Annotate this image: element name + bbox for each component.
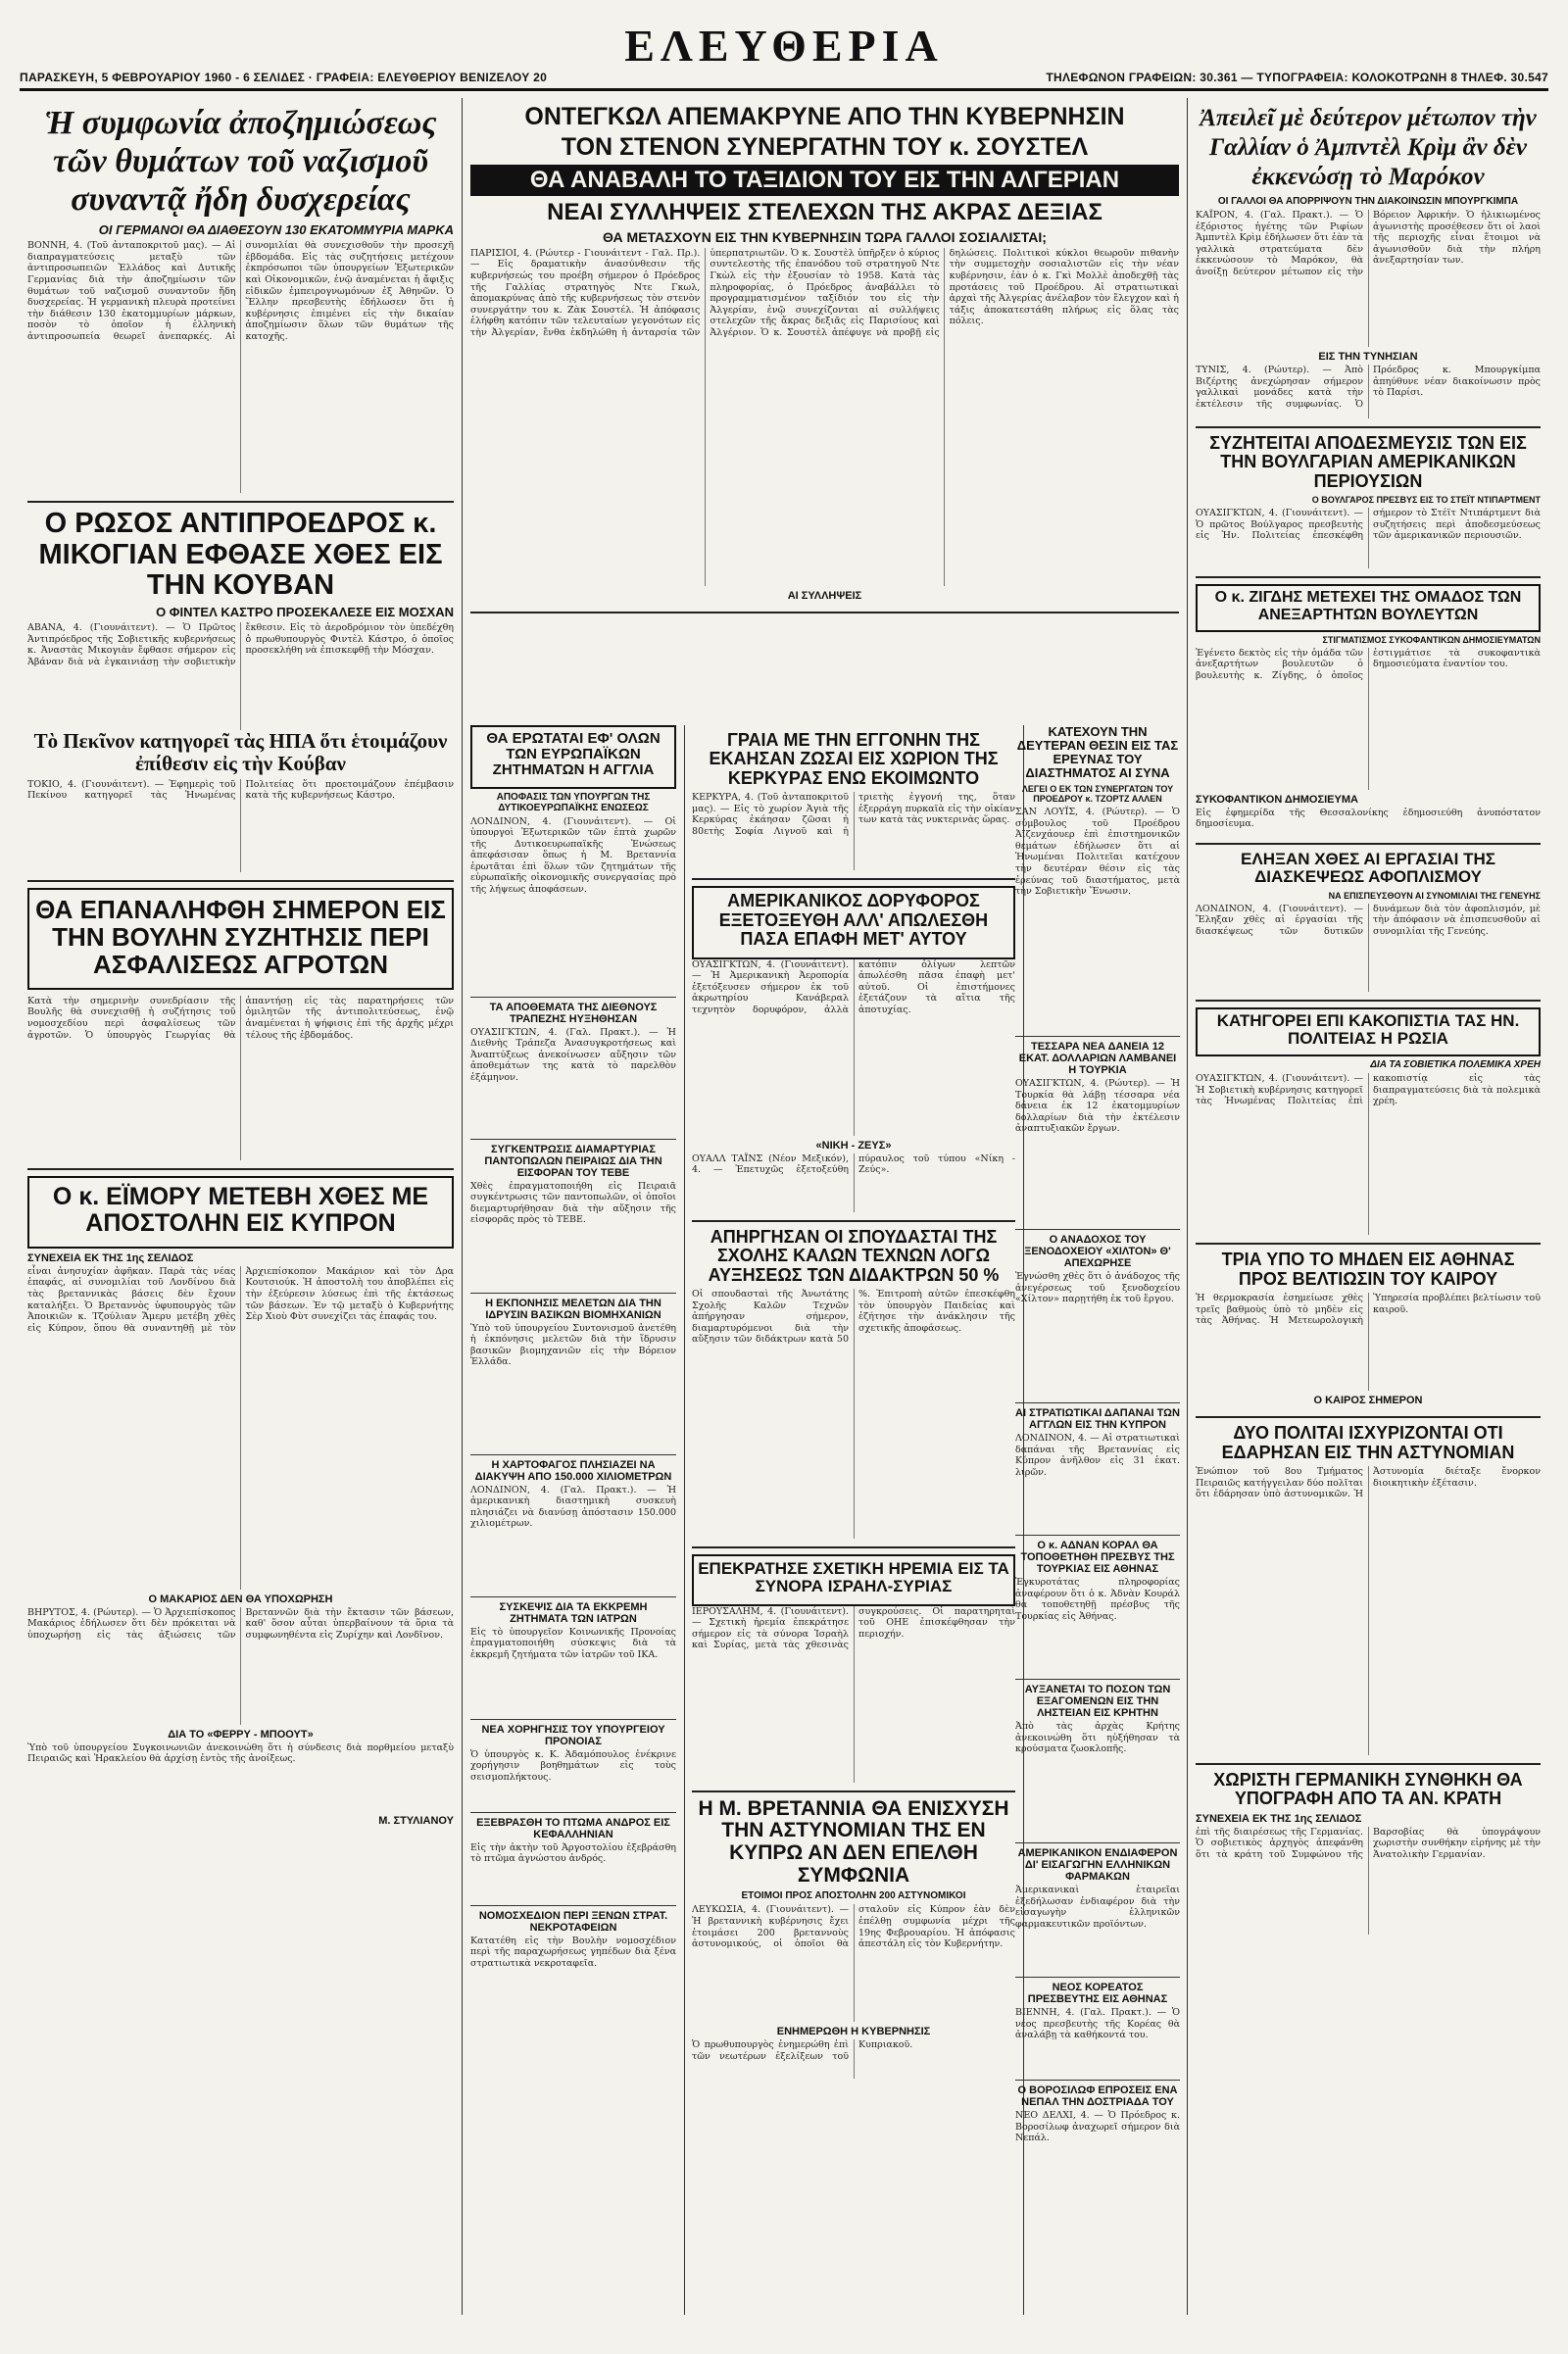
headline-mikoyan: Ο ΡΩΣΟΣ ΑΝΤΙΠΡΟΕΔΡΟΣ κ. ΜΙΚΟΓΙΑΝ ΕΦΘΑΣΕ ΧΘΕΣ ΕΙΣ ΤΗΝ ΚΟΥΒΑΝ (38, 508, 443, 601)
headline-bulgaria-assets: ΣΥΖΗΤΕΙΤΑΙ ΑΠΟΔΕΣΜΕΥΣΙΣ ΤΩΝ ΕΙΣ ΤΗΝ ΒΟΥΛΓΑΡΙΑΝ ΑΜΕΡΙΚΑΝΙΚΩΝ ΠΕΡΙΟΥΣΙΩΝ (1209, 433, 1527, 491)
box-farmers (27, 888, 454, 990)
headline-probe: Η ΧΑΡΤΟΦΑΓΟΣ ΠΛΗΣΙΑΖΕΙ ΝΑ ΔΙΑΚΥΨΗ ΑΠΟ 150.000 ΧΙΛΙΟΜΕΤΡΩΝ (474, 1458, 672, 1483)
headline-korean-ambassador: ΝΕΟΣ ΚΟΡΕΑΤΟΣ ΠΡΕΣΒΕΥΤΗΣ ΕΙΣ ΑΘΗΝΑΣ (1027, 1982, 1168, 2006)
right-column (1188, 98, 1548, 2315)
article-police-beating (1196, 1418, 1541, 1765)
body-korean-ambassador: ΒΙΕΝΝΗ, 4. (Γαλ. Πρακτ.). — Ὁ νέος πρεσβευτὴς τῆς Κορέας θὰ ἀναλάβῃ τὰ καθήκοντά του. (1015, 2007, 1180, 2041)
body-bank: ΟΥΑΣΙΓΚΤΩΝ, 4. (Γαλ. Πρακτ.). — Ἡ Διεθνὴς Τράπεζα Ἀνασυγκροτήσεως καὶ Ἀναπτύξεως ἀνεκοίνωσεν αὔξησιν τῶν ἀποθεμάτων της κατὰ τὸ παρελθὸν ἑξάμηνον. (470, 1026, 676, 1083)
body-space-race: ΣΑΝ ΛΟΥΪΣ, 4. (Ρώυτερ). — Ὁ σύμβουλος τοῦ Προέδρου Ἀϊζενχάουερ ἐπὶ ἐπιστημονικῶν θεμάτων ἐδήλωσεν ὅτι αἱ Ἡνωμέναι Πολιτεῖαι κατέχουν τὴν δευτέραν θέσιν εἰς τὰς ἐρεύνας τοῦ διαστήματος, μετὰ τὴν Σοβιετικὴν Ἕνωσιν. (1015, 807, 1180, 898)
body-weather: Ἡ θερμοκρασία ἐσημείωσε χθὲς τρεῖς βαθμοὺς ὑπὸ τὸ μηδὲν εἰς τὰς Ἀθήνας. Ἡ Μετεωρολογικὴ Ὑπηρεσία προβλέπει βελτίωσιν τοῦ καιροῦ. (1196, 1293, 1541, 1327)
body-makarios: ΒΗΡΥΤΟΣ, 4. (Ρώυτερ). — Ὁ Ἀρχιεπίσκοπος Μακάριος ἐδήλωσεν ὅτι δὲν πρόκειται νὰ ὑποχωρήσῃ εἰς τὰς ἀξιώσεις τῶν Βρεταννῶν διὰ τὴν ἔκτασιν τῶν βάσεων, καθ' ὅσον αὗται ὑπερβαίνουν τὰ ὅρια τὰ συμφωνηθέντα εἰς Ζυρίχην καὶ Λονδῖνον. (27, 1606, 454, 1641)
body-slanderous-article: Εἰς ἐφημερίδα τῆς Θεσσαλονίκης ἐδημοσιεύθη ἀνυπόστατον δημοσίευμα. (1196, 807, 1541, 830)
body-reparations: ΒΟΝΝΗ, 4. (Τοῦ ἀνταποκριτοῦ μας). — Αἱ διαπραγματεύσεις μεταξὺ τῶν ἀντιπροσωπειῶν Ἑλλάδος καὶ Δυτικῆς Γερμανίας διὰ τὴν ἀποζημίωσιν τῶν θυμάτων τοῦ ναζισμοῦ συναντοῦν ἤδη δυσχερείας. Ἡ γερμανικὴ πλευρὰ προτείνει τὴν διάθεσιν 130 ἑκατομμυρίων μάρκων, ποσὸν τὸ ὁποῖον ἡ ἑλληνικὴ ἀντιπροσωπεία θεωρεῖ ἀνεπαρκές. Αἱ συνομιλίαι θὰ συνεχισθοῦν τὴν προσεχῆ ἑβδομάδα. Εἰς τὰς συζητήσεις μετέχουν ἐκπρόσωποι τῶν ὑπουργείων Ἐξωτερικῶν καὶ Οἰκονομικῶν, ἐνῷ ἀναμένεται ἡ ἄφιξις εἰδικῶν ἐμπειρογνωμόνων ἐξ Ἀθηνῶν. Ὁ Ἕλλην πρεσβευτὴς ἐδήλωσεν ὅτι ἡ κυβέρνησις ἐπιμένει εἰς τὴν δικαίαν ἀποζημίωσιν ὅλων τῶν θυμάτων τῆς κατοχῆς. (27, 240, 454, 342)
body-industry: Ὑπὸ τοῦ ὑπουργείου Συντονισμοῦ ἀνετέθη ἡ ἐκπόνησις μελετῶν διὰ τὴν ἵδρυσιν βασικῶν βιομηχανιῶν εἰς τὴν Βόρειον Ἑλλάδα. (470, 1322, 676, 1368)
headline-military-expenses: ΑΙ ΣΤΡΑΤΙΩΤΙΚΑΙ ΔΑΠΑΝΑΙ ΤΩΝ ΑΓΓΛΩΝ ΕΙΣ ΤΗΝ ΚΥΠΡΟΝ (1015, 1407, 1180, 1432)
article-farmers (27, 882, 454, 1170)
headline-weather: ΤΡΙΑ ΥΠΟ ΤΟ ΜΗΔΕΝ ΕΙΣ ΑΘΗΝΑΣ ΠΡΟΣ ΒΕΛΤΙΩΣΙΝ ΤΟΥ ΚΑΙΡΟΥ (1221, 1250, 1515, 1289)
subhead-zigdis: ΣΤΙΓΜΑΤΙΣΜΟΣ ΣΥΚΟΦΑΝΤΙΚΩΝ ΔΗΜΟΣΙΕΥΜΑΤΩΝ (1322, 634, 1541, 645)
headline-war-debts: ΚΑΤΗΓΟΡΕΙ ΕΠΙ ΚΑΚΟΠΙΣΤΙΑ ΤΑΣ ΗΝ. ΠΟΛΙΤΕΙΑΣ Η ΡΩΣΙΑ (1216, 1010, 1520, 1048)
body-ferry: Ὑπὸ τοῦ ὑπουργείου Συγκοινωνιῶν ἀνεκοινώθη ὅτι ἡ σύνδεσις διὰ πορθμείου μεταξὺ Πειραιῶς καὶ Ἡρακλείου θὰ ἀρχίσῃ ἐντὸς τῆς ἀνοίξεως. (27, 1741, 454, 1765)
body-piraeus: Χθὲς ἐπραγματοποιήθη εἰς Πειραιᾶ συγκέντρωσις τῶν παντοπωλῶν, οἱ ὁποῖοι διεμαρτυρήθησαν διὰ τὴν αὔξησιν τῆς εἰσφορᾶς πρὸς τὸ ΤΕΒΕ. (470, 1180, 676, 1226)
body-police-beating: Ἐνώπιον τοῦ 8ου Τμήματος Πειραιῶς κατήγγειλαν δύο πολῖται ὅτι ἐδάρησαν ὑπὸ ἀστυνομικῶν. Ἡ Ἀστυνομία διέταξε ἔνορκον διοικητικὴν ἐξέτασιν. (1196, 1466, 1541, 1500)
article-israel-syria (692, 1548, 1015, 1792)
article-cyprus-police (692, 1792, 1015, 2087)
body-hilton: Ἐγνώσθη χθὲς ὅτι ὁ ἀνάδοχος τῆς ἀνεγέρσεως τοῦ ξενοδοχείου «Χίλτον» παρῃτήθη ἐκ τοῦ ἔργου. (1015, 1271, 1180, 1305)
body-israel-syria: ΙΕΡΟΥΣΑΛΗΜ, 4. (Γιουνάιτεντ). — Σχετικὴ ἠρεμία ἐπεκράτησε σήμερον εἰς τὰ σύνορα Ἰσραὴλ καὶ Συρίας, μετὰ τὰς χθεσινὰς συγκρούσεις. Οἱ παρατηρηταὶ τοῦ ΟΗΕ ἐπισκέφθησαν τὴν περιοχήν. (692, 1605, 1015, 1651)
continuation-note-german-treaty: ΣΥΝΕΧΕΙΑ ΕΚ ΤΗΣ 1ης ΣΕΛΙΔΟΣ (1196, 1812, 1362, 1825)
headline-amery: Ο κ. ΕΪΜΟΡΥ ΜΕΤΕΒΗ ΧΘΕΣ ΜΕ ΑΠΟΣΤΟΛΗΝ ΕΙΣ ΚΥΠΡΟΝ (52, 1182, 429, 1237)
headline-abdel-krim: Ἀπειλεῖ μὲ δεύτερον μέτωπον τὴν Γαλλίαν ὁ Ἀμπντὲλ Κρὶμ ἂν δὲν ἐκκενώσῃ τὸ Μαρόκον (1200, 105, 1537, 190)
headline-german-treaty: ΧΩΡΙΣΤΗ ΓΕΡΜΑΝΙΚΗ ΣΥΝΘΗΚΗ ΘΑ ΥΠΟΓΡΑΦΗ ΑΠΟ ΤΑ ΑΝ. ΚΡΑΤΗ (1213, 1770, 1523, 1809)
headline-police-beating: ΔΥΟ ΠΟΛΙΤΑΙ ΙΣΧΥΡΙΖΟΝΤΑΙ ΟΤΙ ΕΔΑΡΗΣΑΝ ΕΙΣ ΤΗΝ ΑΣΤΥΝΟΜΙΑΝ (1221, 1423, 1515, 1462)
continuation-note-amery: ΣΥΝΕΧΕΙΑ ΕΚ ΤΗΣ 1ης ΣΕΛΙΔΟΣ (27, 1251, 194, 1264)
body-crete: Ἀπὸ τὰς ἀρχὰς Κρήτης ἀνεκοινώθη ὅτι ηὐξήθησαν τὰ κρούσματα ζωοκλοπῆς. (1015, 1721, 1180, 1755)
headline-doctors: ΣΥΣΚΕΨΙΣ ΔΙΑ ΤΑ ΕΚΚΡΕΜΗ ΖΗΤΗΜΑΤΑ ΤΩΝ ΙΑΤΡΩΝ (499, 1600, 648, 1625)
headline-pharma: ΑΜΕΡΙΚΑΝΙΚΟΝ ΕΝΔΙΑΦΕΡΟΝ ΔΙ' ΕΙΣΑΓΩΓΗΝ ΕΛΛΗΝΙΚΩΝ ΦΑΡΜΑΚΩΝ (1017, 1847, 1178, 1884)
body-welfare: Ὁ ὑπουργὸς κ. Κ. Ἀδαμόπουλος ἐνέκρινε χορήγησιν βοηθημάτων εἰς τοὺς σεισμοπλήκτους. (470, 1748, 676, 1783)
headline-students-strike: ΑΠΗΡΓΗΣΑΝ ΟΙ ΣΠΟΥΔΑΣΤΑΙ ΤΗΣ ΣΧΟΛΗΣ ΚΑΛΩΝ ΤΕΧΝΩΝ ΛΟΓΩ ΑΥΞΗΣΕΩΣ ΤΩΝ ΔΙΔΑΚΤΡΩΝ 50 % (708, 1226, 1000, 1285)
article-disarmament (1196, 845, 1541, 1002)
body-bulgaria-assets: ΟΥΑΣΙΓΚΤΩΝ, 4. (Γιουνάιτεντ). — Ὁ πρῶτος Βούλγαρος πρεσβευτὴς εἰς Ἡν. Πολιτείας ἐπεσκέφθη σήμερον τὸ Στέϊτ Ντιπάρτμεντ διὰ συζητήσεις περὶ ἀποδεσμεύσεως τῶν ἀμερικανικῶν περιουσιῶν. (1196, 508, 1541, 542)
article-mikoyan (27, 503, 454, 881)
headline-nike-zeus: «ΝΙΚΗ - ΖΕΥΣ» (815, 1139, 892, 1152)
subhead-cyprus-police: ΕΤΟΙΜΟΙ ΠΡΟΣ ΑΠΟΣΤΟΛΗΝ 200 ΑΣΤΥΝΟΜΙΚΟΙ (741, 1890, 966, 1902)
headline-disarmament: ΕΛΗΞΑΝ ΧΘΕΣ ΑΙ ΕΡΓΑΣΙΑΙ ΤΗΣ ΔΙΑΣΚΕΨΕΩΣ ΑΦΟΠΛΙΣΜΟΥ (1241, 849, 1495, 887)
subhead-reparations: ΟΙ ΓΕΡΜΑΝΟΙ ΘΑ ΔΙΑΘΕΣΟΥΝ 130 ΕΚΑΤΟΜΜΥΡΙΑ ΜΑΡΚΑ (98, 222, 454, 238)
subhead-arrests: ΑΙ ΣΥΛΛΗΨΕΙΣ (787, 589, 862, 602)
body-peking: ΤΟΚΙΟ, 4. (Γιουνάιτεντ). — Ἐφημερὶς τοῦ Πεκίνου κατηγορεῖ τὰς Ἡνωμένας Πολιτείας ὅτι προετοιμάζουν ἐπέμβασιν κατὰ τῆς κυβερνήσεως Κάστρο. (27, 778, 454, 802)
headline-welfare: ΝΕΑ ΧΟΡΗΓΗΣΙΣ ΤΟΥ ΥΠΟΥΡΓΕΙΟΥ ΠΡΟΝΟΙΑΣ (481, 1723, 665, 1747)
headline-israel-syria: ΕΠΕΚΡΑΤΗΣΕ ΣΧΕΤΙΚΗ ΗΡΕΜΙΑ ΕΙΣ ΤΑ ΣΥΝΟΡΑ ΙΣΡΑΗΛ-ΣΥΡΙΑΣ (698, 1558, 1009, 1596)
body-military-expenses: ΛΟΝΔΙΝΟΝ, 4. — Αἱ στρατιωτικαὶ δαπάναι τῆς Βρεταννίας εἰς Κύπρον ἀνῆλθον εἰς 31 ἑκατ. λιρῶν. (1015, 1433, 1180, 1478)
body-farmers: Κατὰ τὴν σημερινὴν συνεδρίασιν τῆς Βουλῆς θὰ συνεχισθῇ ἡ συζήτησις τοῦ νομοσχεδίου περὶ ἀσφαλίσεως τῶν ἀγροτῶν. Ὁ ὑπουργὸς Γεωργίας θὰ ἀπαντήσῃ εἰς τὰς παρατηρήσεις τῶν ὁμιλητῶν τῆς ἀντιπολιτεύσεως, ἐνῷ ἀναμένεται ἡ ψήφισις ἐπὶ τῆς ἀρχῆς μέχρι τέλους τῆς ἑβδομάδος. (27, 995, 454, 1041)
headline-slanderous-article: ΣΥΚΟΦΑΝΤΙΚΟΝ ΔΗΜΟΣΙΕΥΜΑ (1196, 793, 1358, 806)
box-war-debts (1196, 1007, 1541, 1057)
body-war-debts: ΟΥΑΣΙΓΚΤΩΝ, 4. (Γιουνάιτεντ). — Ἡ Σοβιετικὴ κυβέρνησις κατηγορεῖ τὰς Ἡνωμένας Πολιτείας ἐπὶ κακοπιστίᾳ εἰς τὰς διαπραγματεύσεις διὰ τὰ πολεμικὰ χρέη. (1196, 1073, 1541, 1107)
body-voroshilov: ΝΕΟ ΔΕΛΧΙ, 4. — Ὁ Πρόεδρος κ. Βοροσίλωφ ἀναχωρεῖ σήμερον διὰ Νεπάλ. (1015, 2110, 1180, 2144)
article-corfu-fire (692, 725, 1015, 880)
box-israel-syria (692, 1554, 1015, 1606)
body-cephalonia: Εἰς τὴν ἀκτὴν τοῦ Ἀργοστολίου ἐξεβράσθη τὸ πτῶμα ἀγνώστου ἀνδρός. (470, 1841, 676, 1865)
byline-stylianou: Μ. ΣΤΥΛΙΑΝΟΥ (378, 1814, 454, 1827)
headline-crete: ΑΥΞΑΝΕΤΑΙ ΤΟ ΠΟΣΟΝ ΤΩΝ ΕΞΑΓΟΜΕΝΩΝ ΕΙΣ ΤΗΝ ΛΗΣΤΕΙΑΝ ΕΙΣ ΚΡΗΤΗΝ (1024, 1684, 1171, 1720)
article-german-treaty (1196, 1765, 1541, 1942)
subhead-ferry: ΔΙΑ ΤΟ «ΦΕΡΡΥ - ΜΠΟΟΥΤ» (168, 1728, 314, 1741)
subhead-space-race: ΛΕΓΕΙ Ο ΕΚ ΤΩΝ ΣΥΝΕΡΓΑΤΩΝ ΤΟΥ ΠΡΟΕΔΡΟΥ κ. ΤΖΟΡΤΖ ΑΛΛΕΝ (1021, 784, 1174, 805)
article-satellite (692, 880, 1015, 1221)
body-zigdis: Ἐγένετο δεκτὸς εἰς τὴν ὁμάδα τῶν ἀνεξαρτήτων βουλευτῶν ὁ βουλευτὴς κ. Ζίγδης, ὁ ὁποῖος ἐστιγμάτισε τὰ συκοφαντικὰ δημοσιεύματα ἐναντίον του. (1196, 647, 1541, 681)
headline-industry: Η ΕΚΠΟΝΗΣΙΣ ΜΕΛΕΤΩΝ ΔΙΑ ΤΗΝ ΙΔΡΥΣΙΝ ΒΑΣΙΚΩΝ ΒΙΟΜΗΧΑΝΙΩΝ (485, 1297, 662, 1321)
article-abdel-krim (1196, 98, 1541, 428)
subhead-weather-today: Ο ΚΑΙΡΟΣ ΣΗΜΕΡΟΝ (1313, 1395, 1423, 1407)
center-column (463, 98, 1188, 2315)
article-zigdis (1196, 578, 1541, 845)
left-column (20, 98, 463, 2315)
subhead-bulgaria-assets: Ο ΒΟΥΛΓΑΡΟΣ ΠΡΕΣΒΥΣ ΕΙΣ ΤΟ ΣΤΕΪΤ ΝΤΙΠΑΡΤΜΕΝΤ (1311, 495, 1541, 506)
body-weu: ΛΟΝΔΙΝΟΝ, 4. (Γιουνάιτεντ). — Οἱ ὑπουργοὶ Ἐξωτερικῶν τῶν ἑπτὰ χωρῶν τῆς Δυτικοευρωπαϊκῆς Ἑνώσεως ἀπεφάσισαν ὅπως ἡ Μ. Βρεταννία ἐρωτᾶται ἐπὶ ὅλων τῶν ζητημάτων τῆς εὐρωπαϊκῆς οἰκονομικῆς συνεργασίας πρὸ τῆς λήψεως ἀποφάσεων. (470, 815, 676, 896)
body-disarmament: ΛΟΝΔΙΝΟΝ, 4. (Γιουνάιτεντ). — Ἔληξαν χθὲς αἱ ἐργασίαι τῆς διασκέψεως τῶν δυτικῶν δυνάμεων διὰ τὸν ἀφοπλισμόν, μὲ τὴν ἀπόφασιν νὰ ἐπισπευσθοῦν αἱ συνομιλίαι τῆς Γενεύης. (1196, 903, 1541, 937)
headline-lead-3: ΘΑ ΑΝΑΒΑΛΗ ΤΟ ΤΑΞΙΔΙΟΝ ΤΟΥ ΕΙΣ ΤΗΝ ΑΛΓΕΡΙΑΝ (470, 165, 1179, 196)
box-amery (27, 1176, 454, 1249)
newspaper-page (20, 20, 1548, 2315)
body-satellite: ΟΥΑΣΙΓΚΤΩΝ, 4. (Γιουνάιτεντ). — Ἡ Ἀμερικανικὴ Ἀεροπορία ἐξετόξευσεν σήμερον ἐκ τοῦ ἀκρωτηρίου Κανάβεραλ τεχνητὸν δορυφόρον, ἀλλὰ κατόπιν ὀλίγων λεπτῶν ἀπωλέσθη πᾶσα ἐπαφὴ μετ' αὐτοῦ. Οἱ ἐπιστήμονες ἐξετάζουν τὰ αἴτια τῆς ἀποτυχίας. (692, 958, 1015, 1015)
headline-turkish-ambassador: Ο κ. ΑΔΝΑΝ ΚΟΡΑΛ ΘΑ ΤΟΠΟΘΕΤΗΘΗ ΠΡΕΣΒΥΣ ΤΗΣ ΤΟΥΡΚΙΑΣ ΕΙΣ ΑΘΗΝΑΣ (1020, 1540, 1175, 1576)
subhead-disarmament: ΝΑ ΕΠΙΣΠΕΥΣΘΟΥΝ ΑΙ ΣΥΝΟΜΙΛΙΑΙ ΤΗΣ ΓΕΝΕΥΗΣ (1328, 890, 1541, 901)
body-probe: ΛΟΝΔΙΝΟΝ, 4. (Γαλ. Πρακτ.). — Ἡ ἀμερικανικὴ διαστημικὴ συσκευὴ πλησιάζει νὰ διανύσῃ ἀπόστασιν 150.000 χιλιομέτρων. (470, 1484, 676, 1530)
article-bulgaria-assets (1196, 428, 1541, 578)
center-right-subcolumn (1015, 725, 1180, 2315)
headline-lead-2: ΤΟΝ ΣΤΕΝΟΝ ΣΥΝΕΡΓΑΤΗΝ ΤΟΥ κ. ΣΟΥΣΤΕΛ (561, 133, 1089, 161)
subhead-lead: ΘΑ ΜΕΤΑΣΧΟΥΝ ΕΙΣ ΤΗΝ ΚΥΒΕΡΝΗΣΙΝ ΤΩΡΑ ΓΑΛΛΟΙ ΣΟΣΙΑΛΙΣΤΑΙ; (603, 228, 1047, 245)
headline-reparations: Ἡ συμφωνία ἀποζημιώσεως τῶν θυμάτων τοῦ ναζισμοῦ συναντᾷ ἤδη δυσχερείας (44, 105, 437, 219)
headline-voroshilov: Ο ΒΟΡΟΣΙΛΩΦ ΕΠΡΟΣΕΙΣ ΕΝΑ ΝΕΠΑΛ ΤΗΝ ΔΟΣΤΡΙΑΔΑ ΤΟΥ (1017, 2084, 1178, 2109)
body-corfu-fire: ΚΕΡΚΥΡΑ, 4. (Τοῦ ἀνταποκριτοῦ μας). — Εἰς τὸ χωρίον Ἁγιὰ τῆς Κερκύρας ἐκάησαν ζῶσαι ἡ 80ετὴς Σοφία Λιγνοῦ καὶ ἡ τριετὴς ἐγγονή της, ὅταν ἐξερράγη πυρκαϊὰ εἰς τὴν οἰκίαν των κατὰ τὰς νυκτερινὰς ὥρας. (692, 792, 1015, 838)
subhead-war-debts: ΔΙΑ ΤΑ ΣΟΒΙΕΤΙΚΑ ΠΟΛΕΜΙΚΑ ΧΡΕΗ (1370, 1059, 1541, 1071)
body-pharma: Ἀμερικανικαὶ ἑταιρεῖαι ἐξεδήλωσαν ἐνδιαφέρον διὰ τὴν εἰσαγωγὴν ἑλληνικῶν φαρμακευτικῶν προϊόντων. (1015, 1885, 1180, 1930)
article-amery (27, 1170, 454, 1837)
headline-bank: ΤΑ ΑΠΟΘΕΜΑΤΑ ΤΗΣ ΔΙΕΘΝΟΥΣ ΤΡΑΠΕΖΗΣ ΗΥΞΗΘΗΣΑΝ (489, 1001, 658, 1025)
box-satellite (692, 886, 1015, 958)
box-weu (470, 725, 676, 789)
article-weather (1196, 1245, 1541, 1418)
subhead-mikoyan: Ο ΦΙΝΤΕΛ ΚΑΣΤΡΟ ΠΡΟΣΕΚΑΛΕΣΕ ΕΙΣ ΜΟΣΧΑΝ (156, 605, 454, 620)
columns (20, 98, 1548, 2315)
center-mid-subcolumn (684, 725, 1024, 2315)
headline-satellite: ΑΜΕΡΙΚΑΝΙΚΟΣ ΔΟΡΥΦΟΡΟΣ ΕΞΕΤΟΞΕΥΘΗ ΑΛΛ' ΑΠΩΛΕΣΘΗ ΠΑΣΑ ΕΠΑΦΗ ΜΕΤ' ΑΥΤΟΥ (718, 891, 989, 950)
body-turkish-ambassador: Ἐγκυροτάτας πληροφορίας ἀναφέρουν ὅτι ὁ κ. Ἀδνὰν Κουράλ θὰ τοποθετηθῇ πρέσβυς τῆς Τουρκίας εἰς Ἀθήνας. (1015, 1577, 1180, 1622)
headline-piraeus: ΣΥΓΚΕΝΤΡΩΣΙΣ ΔΙΑΜΑΡΤΥΡΙΑΣ ΠΑΝΤΟΠΩΛΩΝ ΠΕΙΡΑΙΩΣ ΔΙΑ ΤΗΝ ΕΙΣΦΟΡΑΝ ΤΟΥ ΤΕΒΕ (484, 1143, 662, 1179)
body-students-strike: Οἱ σπουδασταὶ τῆς Ἀνωτάτης Σχολῆς Καλῶν Τεχνῶν ἀπήργησαν σήμερον, διαμαρτυρόμενοι διὰ τὴν αὔξησιν τῶν διδάκτρων κατὰ 50 %. Ἐπιτροπὴ αὐτῶν ἐπεσκέφθη τὸν ὑπουργὸν Παιδείας καὶ ἐζήτησε τὴν ἀνάκλησιν τῆς σχετικῆς ἀποφάσεως. (692, 1288, 1015, 1346)
body-german-treaty: ἐπὶ τῆς διαιρέσεως τῆς Γερμανίας. Ὁ σοβιετικὸς ἀρχηγὸς ἀπεφάνθη ὅτι τὰ κράτη τοῦ Συμφώνου τῆς Βαρσοβίας θὰ ὑπογράψουν χωριστὴν συνθήκην εἰρήνης μὲ τὴν Ἀνατολικὴν Γερμανίαν. (1196, 1826, 1541, 1861)
headline-farmers: ΘΑ ΕΠΑΝΑΛΗΦΘΗ ΣΗΜΕΡΟΝ ΕΙΣ ΤΗΝ ΒΟΥΛΗΝ ΣΥΖΗΤΗΣΙΣ ΠΕΡΙ ΑΣΦΑΛΙΣΕΩΣ ΑΓΡΟΤΩΝ (35, 894, 446, 979)
headline-cemeteries: ΝΟΜΟΣΧΕΔΙΟΝ ΠΕΡΙ ΞΕΝΩΝ ΣΤΡΑΤ. ΝΕΚΡΟΤΑΦΕΙΩΝ (478, 1909, 668, 1934)
box-zigdis (1196, 584, 1541, 632)
body-cemeteries: Κατατέθη εἰς τὴν Βουλὴν νομοσχέδιον περὶ τῆς παραχωρήσεως γηπέδων διὰ ξένα στρατιωτικὰ νεκροταφεῖα. (470, 1935, 676, 1969)
headline-cephalonia: ΕΞΕΒΡΑΣΘΗ ΤΟ ΠΤΩΜΑ ΑΝΔΡΟΣ ΕΙΣ ΚΕΦΑΛΛΗΝΙΑΝ (476, 1816, 670, 1840)
center-left-subcolumn (470, 725, 685, 2315)
body-abdel-krim: ΚΑΪΡΟΝ, 4. (Γαλ. Πρακτ.). — Ὁ ἐξόριστος ἡγέτης τῶν Ριφίων Ἀμπντὲλ Κρὶμ ἐδήλωσεν ὅτι ἐὰν τὰ γαλλικὰ στρατεύματα δὲν ἐκκενώσουν τὸ Μαρόκον, θὰ ἀνοίξῃ δεύτερον μέτωπον εἰς τὴν Βόρειον Ἀφρικήν. Ὁ ἡλικιωμένος ἀγωνιστὴς προσέθεσεν ὅτι οἱ λαοὶ τῆς περιοχῆς εἶναι ἕτοιμοι νὰ ἀγωνισθοῦν διὰ τὴν πλήρη ἀνεξαρτησίαν των. (1196, 210, 1541, 277)
headline-weu: ΘΑ ΕΡΩΤΑΤΑΙ ΕΦ' ΟΛΩΝ ΤΩΝ ΕΥΡΩΠΑΪΚΩΝ ΖΗΤΗΜΑΤΩΝ Η ΑΓΓΛΙΑ (486, 730, 661, 779)
headline-tunisia: ΕΙΣ ΤΗΝ ΤΥΝΗΣΙΑΝ (1318, 351, 1418, 363)
article-war-debts (1196, 1002, 1541, 1246)
body-nike-zeus: ΟΥΑΛΛ ΤΑΪΝΣ (Νέον Μεξικόν), 4. — Ἐπετυχῶς ἐξετοξεύθη πύραυλος τοῦ τύπου «Νίκη - Ζεύς». (692, 1152, 1015, 1176)
headline-government-briefed: ΕΝΗΜΕΡΩΘΗ Η ΚΥΒΕΡΝΗΣΙΣ (776, 2026, 931, 2038)
body-amery: εἶναι ἀνησυχίαν ἀφῆκαν. Παρὰ τὰς νέας ἐπαφάς, αἱ συνομιλίαι τοῦ Λονδίνου διὰ τὰς βρεταννικὰς βάσεις δὲν ἔχουν καταλήξει. Ὁ Βρεταννὸς ὑφυπουργὸς τῶν Ἀποικιῶν κ. Τζούλιαν Ἄμερυ μετέβη χθὲς εἰς Κύπρον, ὅπου θὰ συναντηθῇ μὲ τὸν Ἀρχιεπίσκοπον Μακάριον καὶ τὸν Δρα Κουτσιούκ. Ἡ ἀποστολὴ του ἀποβλέπει εἰς τὴν ἐξεύρεσιν λύσεως ἐπὶ τῆς ἐκτάσεως τῶν βάσεων. Ἐν τῷ μεταξὺ ὁ Κυβερνήτης Σὲρ Χιοὺ Φὺτ συνεχίζει τὰς ἐπαφάς του. (27, 1265, 454, 1334)
masthead (20, 20, 1548, 91)
subhead-makarios: Ο ΜΑΚΑΡΙΟΣ ΔΕΝ ΘΑ ΥΠΟΧΩΡΗΣΗ (148, 1593, 333, 1605)
subhead-abdel-krim: ΟΙ ΓΑΛΛΟΙ ΘΑ ΑΠΟΡΡΙΨΟΥΝ ΤΗΝ ΔΙΑΚΟΙΝΩΣΙΝ ΜΠΟΥΡΓΚΙΜΠΑ (1217, 196, 1519, 207)
headline-lead-1: ΟΝΤΕΓΚΩΛ ΑΠΕΜΑΚΡΥΝΕ ΑΠΟ ΤΗΝ ΚΥΒΕΡΝΗΣΙΝ (524, 103, 1125, 130)
body-doctors: Εἰς τὸ ὑπουργεῖον Κοινωνικῆς Προνοίας ἐπραγματοποιήθη σύσκεψις διὰ τὰ ἐκκρεμῆ ζητήματα τῶν ἰατρῶν τοῦ ΙΚΑ. (470, 1626, 676, 1660)
article-students-strike (692, 1222, 1015, 1548)
headline-space-race: ΚΑΤΕΧΟΥΝ ΤΗΝ ΔΕΥΤΕΡΑΝ ΘΕΣΙΝ ΕΙΣ ΤΑΣ ΕΡΕΥΝΑΣ ΤΟΥ ΔΙΑΣΤΗΜΑΤΟΣ ΑΙ ΣΥΝΑ (1016, 725, 1179, 781)
body-government-briefed: Ὁ πρωθυπουργὸς ἐνημερώθη ἐπὶ τῶν νεωτέρων ἐξελίξεων τοῦ Κυπριακοῦ. (692, 2039, 913, 2062)
body-turkey-loans: ΟΥΑΣΙΓΚΤΩΝ, 4. (Ρώυτερ). — Ἡ Τουρκία θὰ λάβῃ τέσσαρα νέα δάνεια ἐκ 12 ἑκατομμυρίων δολλαρίων διὰ τὴν ἐκτέλεσιν ἀναπτυξιακῶν ἔργων. (1015, 1078, 1180, 1135)
body-lead: ΠΑΡΙΣΙΟΙ, 4. (Ρώυτερ - Γιουνάιτεντ - Γαλ. Πρ.). — Εἰς δραματικὴν ἀνασύνθεσιν τῆς κυβερνήσεώς του προέβη σήμερον ὁ Πρόεδρος τῆς Γαλλίας στρατηγὸς Ντε Γκωλ, ἀπομακρύνας ἀπὸ τῆς κυβερνήσεως τὸν στενὸν συνεργάτην του κ. Ζὰκ Σουστέλ. Ἡ ἀπόφασις ἐλήφθη κατόπιν τῶν τελευταίων γεγονότων εἰς τὴν Ἀλγερίαν, ἔνθα ἐκδηλώθη ἡ ἀνταρσία τῶν ὑπερπατριωτῶν. Ὁ κ. Σουστὲλ ὑπῆρξεν ὁ κύριος συντελεστὴς τῆς ἐπανόδου τοῦ στρατηγοῦ Ντε Γκὼλ εἰς τὴν ἐξουσίαν τὸ 1958. Κατὰ τὰς πληροφορίας, ὁ Πρόεδρος ἀναβάλλει τὸ προγραμματισμένον ταξίδιόν του εἰς τὴν Ἀλγερίαν, ἐνῷ συνεχίζονται αἱ συλλήψεις στελεχῶν τῆς ἄκρας δεξιᾶς εἰς Παρισίους καὶ Ἀλγέριον. Ὁ κ. Σουστὲλ ἀπέφυγε νὰ προβῇ εἰς δηλώσεις. Πολιτικοὶ κύκλοι θεωροῦν πιθανὴν τὴν συμμετοχὴν σοσιαλιστῶν εἰς τὴν νέαν κυβέρνησιν, ἐὰν ὁ κ. Γκὶ Μολλὲ ἀποδεχθῇ τὰς προτάσεις τοῦ Προέδρου. Αἱ στρατιωτικαὶ ἀρχαὶ τῆς Ἀλγερίας ἀνέλαβον τὸν ἔλεγχον καὶ ἡ τάξις ἀποκατεστάθη πλήρως εἰς ὅλας τὰς πόλεις. (470, 247, 1179, 338)
body-mikoyan: ΑΒΑΝΑ, 4. (Γιουνάιτεντ). — Ὁ Πρῶτος Ἀντιπρόεδρος τῆς Σοβιετικῆς κυβερνήσεως κ. Ἀναστὰς Μικογιὰν ἔφθασε σήμερον εἰς Ἀβάναν διὰ νὰ ἐγκαινιάσῃ τὴν σοβιετικὴν ἔκθεσιν. Εἰς τὸ ἀεροδρόμιον τὸν ὑπεδέχθη ὁ πρωθυπουργὸς Φιντὲλ Κάστρο, ὁ ὁποῖος προσεκλήθη νὰ ἐπισκεφθῇ τὴν Μόσχαν. (27, 622, 454, 667)
article-lead-degaulle (470, 98, 1179, 613)
headline-hilton: Ο ΑΝΑΔΟΧΟΣ ΤΟΥ ΞΕΝΟΔΟΧΕΙΟΥ «ΧΙΛΤΟΝ» Θ' ΑΠΕΧΩΡΗΣΕ (1024, 1234, 1171, 1270)
headline-zigdis: Ο κ. ΖΙΓΔΗΣ ΜΕΤΕΧΕΙ ΤΗΣ ΟΜΑΔΟΣ ΤΩΝ ΑΝΕΞΑΡΤΗΤΩΝ ΒΟΥΛΕΥΤΩΝ (1214, 589, 1522, 623)
masthead-phones: ΤΗΛΕΦΩΝΟΝ ΓΡΑΦΕΙΩΝ: 30.361 — ΤΥΠΟΓΡΑΦΕΙΑ: ΚΟΛΟΚΟΤΡΩΝΗ 8 ΤΗΛΕΦ. 30.547 (1046, 71, 1548, 84)
headline-corfu-fire: ΓΡΑΙΑ ΜΕ ΤΗΝ ΕΓΓΟΝΗΝ ΤΗΣ ΕΚΑΗΣΑΝ ΖΩΣΑΙ ΕΙΣ ΧΩΡΙΟΝ ΤΗΣ ΚΕΡΚΥΡΑΣ ΕΝΩ ΕΚΟΙΜΩΝΤΟ (709, 730, 999, 788)
headline-peking: Τὸ Πεκῖνον κατηγορεῖ τὰς ΗΠΑ ὅτι ἑτοιμάζουν ἐπίθεσιν εἰς τὴν Κούβαν (33, 729, 448, 775)
headline-turkey-loans: ΤΕΣΣΑΡΑ ΝΕΑ ΔΑΝΕΙΑ 12 ΕΚΑΤ. ΔΟΛΛΑΡΙΩΝ ΛΑΜΒΑΝΕΙ Η ΤΟΥΡΚΙΑ (1018, 1041, 1177, 1077)
newspaper-title: ΕΛΕΥΘΕΡΙΑ (624, 21, 944, 71)
headline-lead-4: ΝΕΑΙ ΣΥΛΛΗΨΕΙΣ ΣΤΕΛΕΧΩΝ ΤΗΣ ΑΚΡΑΣ ΔΕΞΙΑΣ (547, 198, 1102, 225)
subhead-weu: ΑΠΟΦΑΣΙΣ ΤΩΝ ΥΠΟΥΡΓΩΝ ΤΗΣ ΔΥΤΙΚΟΕΥΡΩΠΑΪΚΗΣ ΕΝΩΣΕΩΣ (496, 791, 651, 813)
body-tunisia: ΤΥΝΙΣ, 4. (Ρώυτερ). — Ἀπὸ Βιζέρτης ἀνεχώρησαν σήμερον γαλλικαὶ μονάδες κατὰ τὴν ἐκτέλεσιν τῆς συμφωνίας. Ὁ Πρόεδρος κ. Μπουργκίμπα ἀπηύθυνε νέαν διακοίνωσιν πρὸς τὸ Παρίσι. (1196, 365, 1541, 410)
masthead-date-address: ΠΑΡΑΣΚΕΥΗ, 5 ΦΕΒΡΟΥΑΡΙΟΥ 1960 - 6 ΣΕΛΙΔΕΣ · ΓΡΑΦΕΙΑ: ΕΛΕΥΘΕΡΙΟΥ ΒΕΝΙΖΕΛΟΥ 20 (20, 71, 548, 84)
body-cyprus-police: ΛΕΥΚΩΣΙΑ, 4. (Γιουνάιτεντ). — Ἡ βρεταννικὴ κυβέρνησις ἔχει ἑτοιμάσει 200 βρεταννοὺς ἀστυνομικούς, οἱ ὁποῖοι θὰ σταλοῦν εἰς Κύπρον ἐὰν δὲν ἐπέλθῃ συμφωνία μέχρι τῆς 19ης Φεβρουαρίου. Ἡ ἀπόφασις ἀπεστάλη εἰς τὸν Κυβερνήτην. (692, 1904, 1015, 1950)
headline-cyprus-police: Η Μ. ΒΡΕΤΑΝΝΙΑ ΘΑ ΕΝΙΣΧΥΣΗ ΤΗΝ ΑΣΤΥΝΟΜΙΑΝ ΤΗΣ ΕΝ ΚΥΠΡΩ ΑΝ ΔΕΝ ΕΠΕΛΘΗ ΣΥΜΦΩΝΙΑ (698, 1796, 1009, 1887)
article-reparations (27, 98, 454, 503)
